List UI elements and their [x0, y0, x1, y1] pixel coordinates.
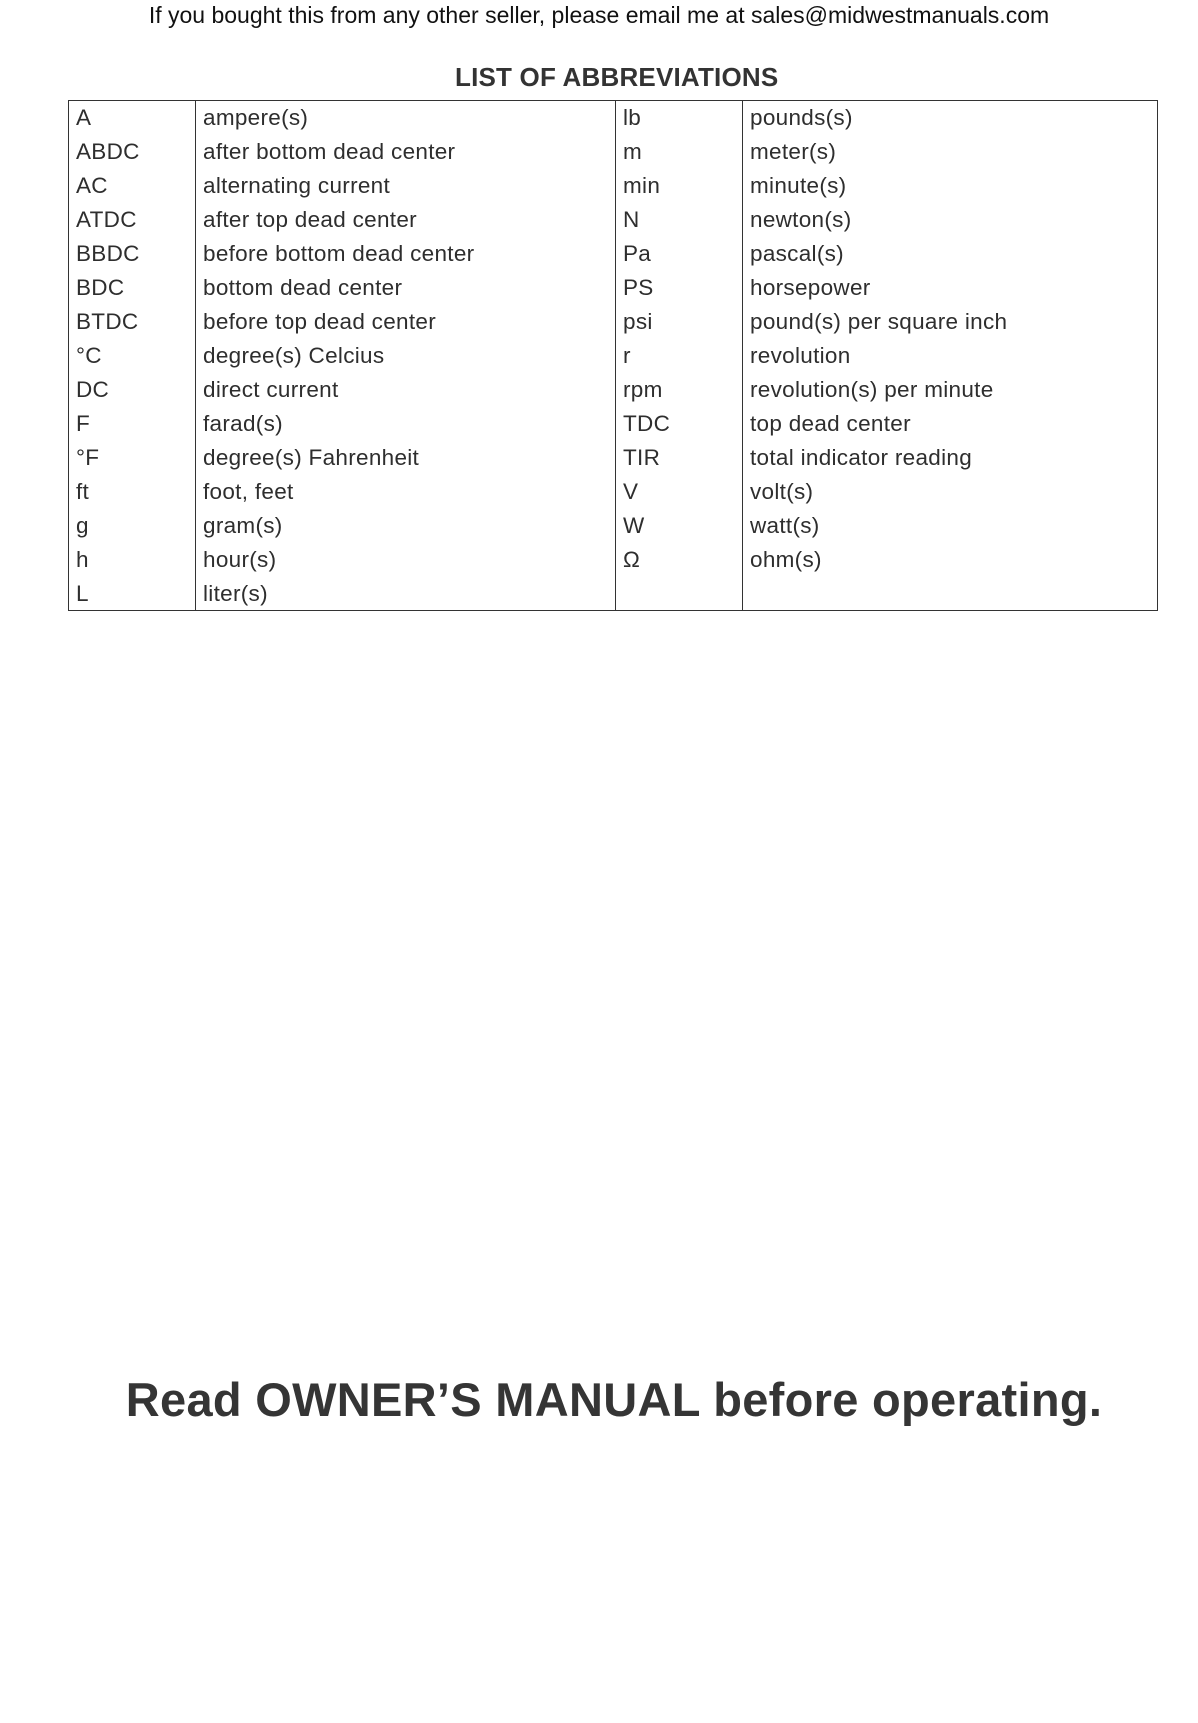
meaning-cell: ampere(s) [203, 105, 309, 130]
abbreviation-cell: ATDC [76, 207, 137, 232]
abbreviation-cell: L [76, 581, 89, 606]
abbreviation-cell: AC [76, 173, 108, 198]
abbreviation-cell: g [76, 513, 89, 538]
meaning-cell: watt(s) [750, 513, 820, 538]
abbreviation-cell: TDC [623, 411, 671, 436]
meaning-cell: meter(s) [750, 139, 837, 164]
meaning-cell: before bottom dead center [203, 241, 475, 266]
page-title: LIST OF ABBREVIATIONS [455, 62, 779, 92]
abbreviation-cell: °F [76, 445, 100, 470]
meaning-cell: before top dead center [203, 309, 437, 334]
left-meaning-column [196, 101, 616, 610]
meaning-cell: pound(s) per square inch [750, 309, 1008, 334]
abbreviations-table [68, 100, 1158, 611]
abbreviation-cell: F [76, 411, 91, 436]
meaning-cell: total indicator reading [750, 445, 973, 470]
abbreviation-cell: TIR [623, 445, 661, 470]
abbreviation-cell: °C [76, 343, 102, 368]
abbreviation-cell: BDC [76, 275, 125, 300]
left-abbreviation-column [69, 101, 196, 610]
abbreviation-cell: r [623, 343, 631, 368]
abbreviation-cell: min [623, 173, 661, 198]
seller-notice: If you bought this from any other seller, please email me at sales@midwestmanuals.com [148, 2, 1050, 28]
abbreviation-cell: N [623, 207, 640, 232]
abbreviation-cell: h [76, 547, 89, 572]
abbreviation-cell: W [623, 513, 645, 538]
meaning-cell: after top dead center [203, 207, 417, 232]
abbreviation-cell: rpm [623, 377, 663, 402]
meaning-cell: horsepower [750, 275, 871, 300]
owners-manual-warning: Read OWNER’S MANUAL before operating. [125, 1373, 1103, 1426]
meaning-cell: hour(s) [203, 547, 277, 572]
abbreviation-cell: m [623, 139, 643, 164]
abbreviation-cell: Pa [623, 241, 652, 266]
abbreviation-cell: ABDC [76, 139, 140, 164]
meaning-cell: pascal(s) [750, 241, 844, 266]
abbreviation-cell: A [76, 105, 92, 130]
abbreviation-cell: lb [623, 105, 642, 130]
meaning-cell: gram(s) [203, 513, 283, 538]
meaning-cell: direct current [203, 377, 339, 402]
right-abbreviation-column [616, 101, 743, 610]
meaning-cell: revolution [750, 343, 851, 368]
meaning-cell: volt(s) [750, 479, 814, 504]
abbreviation-cell: PS [623, 275, 654, 300]
meaning-cell: revolution(s) per minute [750, 377, 994, 402]
abbreviation-cell: Ω [623, 547, 641, 572]
meaning-cell: alternating current [203, 173, 391, 198]
abbreviation-cell: ft [76, 479, 90, 504]
abbreviation-cell: DC [76, 377, 110, 402]
meaning-cell: degree(s) Celcius [203, 343, 385, 368]
abbreviation-cell: V [623, 479, 639, 504]
meaning-cell: minute(s) [750, 173, 847, 198]
meaning-cell: farad(s) [203, 411, 283, 436]
meaning-cell: newton(s) [750, 207, 852, 232]
meaning-cell: liter(s) [203, 581, 268, 606]
abbreviation-cell: BBDC [76, 241, 140, 266]
meaning-cell: after bottom dead center [203, 139, 456, 164]
meaning-cell: pounds(s) [750, 105, 853, 130]
meaning-cell: degree(s) Fahrenheit [203, 445, 420, 470]
abbreviation-cell: psi [623, 309, 653, 334]
abbreviation-cell: BTDC [76, 309, 139, 334]
right-meaning-column [743, 101, 1157, 610]
meaning-cell: top dead center [750, 411, 911, 436]
meaning-cell: ohm(s) [750, 547, 822, 572]
meaning-cell: foot, feet [203, 479, 294, 504]
meaning-cell: bottom dead center [203, 275, 403, 300]
